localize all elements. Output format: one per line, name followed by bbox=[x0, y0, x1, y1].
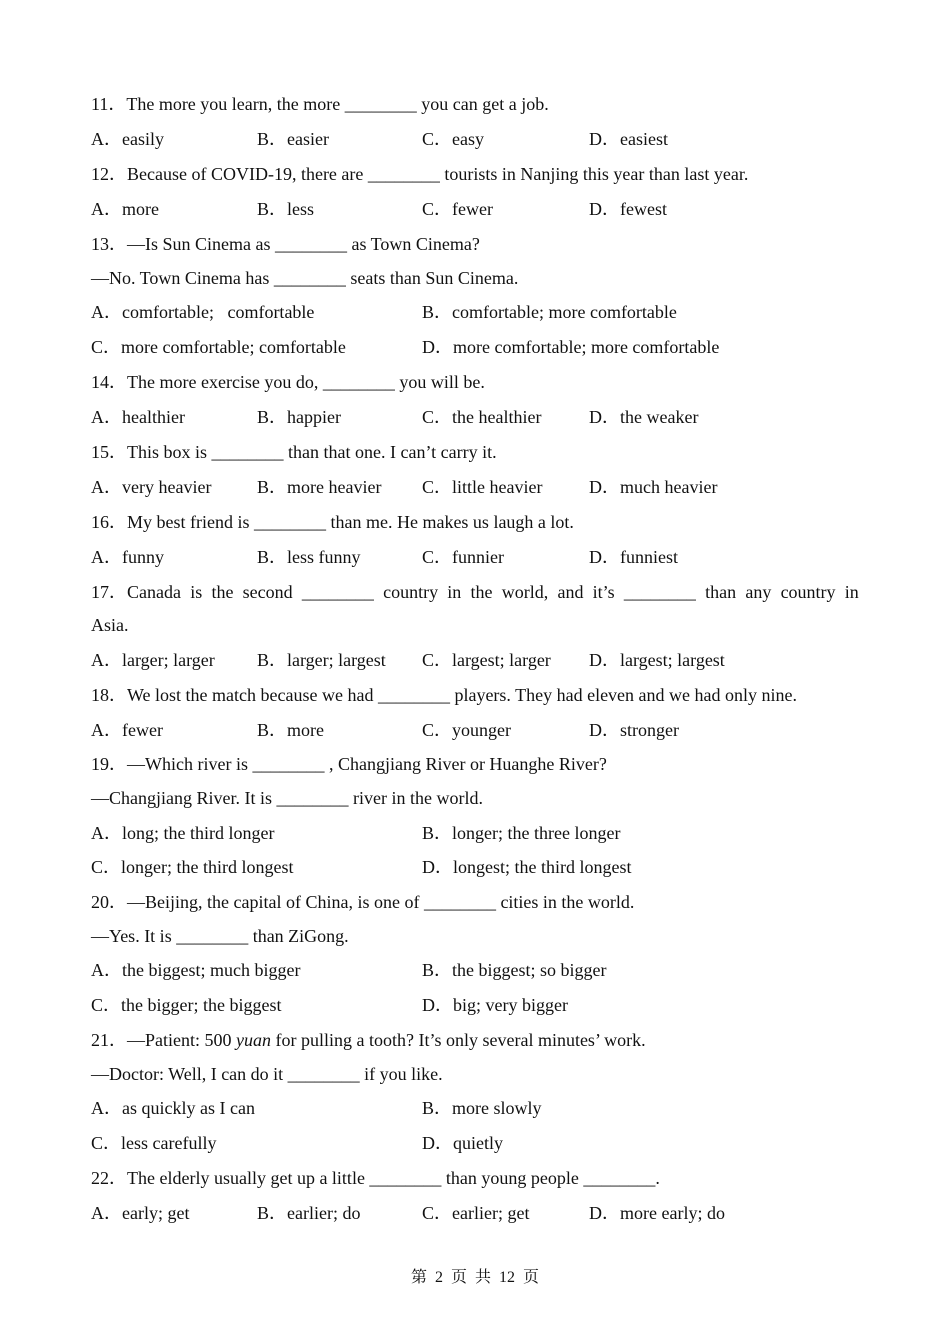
q15-option-b: B．more heavier bbox=[257, 477, 382, 497]
q17-word: country bbox=[383, 582, 439, 602]
q21-stem-pre: 21．—Patient: 500 bbox=[91, 1030, 236, 1050]
q17-option-b: B．larger; largest bbox=[257, 650, 386, 670]
q21-stem-italic: yuan bbox=[236, 1030, 271, 1050]
q19-option-b: B．longer; the three longer bbox=[422, 823, 621, 843]
question-13-stem: 13．—Is Sun Cinema as ________ as Town Cinema? bbox=[91, 234, 480, 254]
q17-blank: ________ bbox=[623, 582, 696, 602]
q19-option-d: D．longest; the third longest bbox=[422, 857, 632, 877]
question-16-stem: 16．My best friend is ________ than me. He makes us laugh a lot. bbox=[91, 512, 574, 532]
q12-option-b: B．less bbox=[257, 199, 315, 219]
q17-word: than bbox=[705, 582, 737, 602]
q14-option-a: A．healthier bbox=[91, 407, 185, 427]
q22-option-c: C．earlier; get bbox=[422, 1203, 530, 1223]
q18-option-d: D．stronger bbox=[589, 720, 679, 740]
q17-word: and bbox=[557, 582, 584, 602]
q17-word: in bbox=[447, 582, 462, 602]
q17-option-c: C．largest; larger bbox=[422, 650, 551, 670]
q20-option-a: A．the biggest; much bigger bbox=[91, 960, 301, 980]
q17-word: world, bbox=[501, 582, 549, 602]
q12-option-d: D．fewest bbox=[589, 199, 667, 219]
q13-option-c: C．more comfortable; comfortable bbox=[91, 337, 346, 357]
q17-word: it’s bbox=[592, 582, 615, 602]
question-15-stem: 15．This box is ________ than that one. I can’t carry it. bbox=[91, 442, 497, 462]
question-22-stem: 22．The elderly usually get up a little ________ than young people ________. bbox=[91, 1168, 660, 1188]
q17-word: 17．Canada bbox=[91, 582, 181, 602]
q13-option-a: A．comfortable; comfortable bbox=[91, 302, 315, 322]
q18-option-a: A．fewer bbox=[91, 720, 163, 740]
q19-option-c: C．longer; the third longest bbox=[91, 857, 294, 877]
q17-word: country bbox=[780, 582, 836, 602]
q18-option-c: C．younger bbox=[422, 720, 511, 740]
question-21-stem bbox=[91, 1029, 646, 1051]
footer-page-number: 2 bbox=[434, 1269, 443, 1286]
q22-option-d: D．more early; do bbox=[589, 1203, 725, 1223]
q21-option-d: D．quietly bbox=[422, 1133, 503, 1153]
footer-di: 第 bbox=[410, 1269, 427, 1286]
question-11-stem: 11．The more you learn, the more ________ you can get a job. bbox=[91, 94, 549, 114]
question-12-stem: 12．Because of COVID-19, there are ________ tourists in Nanjing this year than last year. bbox=[91, 164, 749, 184]
q17-word: in bbox=[844, 582, 859, 602]
q11-option-b: B．easier bbox=[257, 129, 329, 149]
q11-option-a: A．easily bbox=[91, 129, 164, 149]
q15-option-d: D．much heavier bbox=[589, 477, 718, 497]
q21-option-b: B．more slowly bbox=[422, 1098, 542, 1118]
q16-option-d: D．funniest bbox=[589, 547, 678, 567]
question-20-stem-reply: —Yes. It is ________ than ZiGong. bbox=[91, 926, 349, 946]
q14-option-c: C．the healthier bbox=[422, 407, 542, 427]
q20-option-b: B．the biggest; so bigger bbox=[422, 960, 607, 980]
q17-option-a: A．larger; larger bbox=[91, 650, 215, 670]
q12-option-c: C．fewer bbox=[422, 199, 493, 219]
question-14-stem: 14．The more exercise you do, ________ you will be. bbox=[91, 372, 485, 392]
q12-option-a: A．more bbox=[91, 199, 159, 219]
q13-option-d: D．more comfortable; more comfortable bbox=[422, 337, 720, 357]
question-13-stem-reply: —No. Town Cinema has ________ seats than Sun Cinema. bbox=[91, 268, 519, 288]
q21-option-c: C．less carefully bbox=[91, 1133, 217, 1153]
q11-option-c: C．easy bbox=[422, 129, 484, 149]
q17-word: is bbox=[190, 582, 203, 602]
q21-stem-post: for pulling a tooth? It’s only several minutes’ work. bbox=[271, 1030, 646, 1050]
q11-option-d: D．easiest bbox=[589, 129, 668, 149]
question-17-stem bbox=[91, 581, 859, 603]
question-19-stem: 19．—Which river is ________ , Changjiang River or Huanghe River? bbox=[91, 754, 607, 774]
question-21-stem-reply: —Doctor: Well, I can do it ________ if you like. bbox=[91, 1064, 443, 1084]
question-20-stem: 20．—Beijing, the capital of China, is one of ________ cities in the world. bbox=[91, 892, 635, 912]
q14-option-d: D．the weaker bbox=[589, 407, 699, 427]
q20-option-c: C．the bigger; the biggest bbox=[91, 995, 282, 1015]
q20-option-d: D．big; very bigger bbox=[422, 995, 568, 1015]
q17-option-d: D．largest; largest bbox=[589, 650, 725, 670]
q15-option-a: A．very heavier bbox=[91, 477, 212, 497]
q17-word: the bbox=[211, 582, 234, 602]
question-17-stem-continued: Asia. bbox=[91, 615, 129, 635]
q16-option-b: B．less funny bbox=[257, 547, 361, 567]
q15-option-c: C．little heavier bbox=[422, 477, 543, 497]
q14-option-b: B．happier bbox=[257, 407, 341, 427]
q13-option-b: B．comfortable; more comfortable bbox=[422, 302, 677, 322]
footer-ye: 页 bbox=[450, 1269, 467, 1286]
q16-option-c: C．funnier bbox=[422, 547, 504, 567]
q16-option-a: A．funny bbox=[91, 547, 164, 567]
q18-option-b: B．more bbox=[257, 720, 324, 740]
q22-option-a: A．early; get bbox=[91, 1203, 190, 1223]
q21-option-a: A．as quickly as I can bbox=[91, 1098, 255, 1118]
q17-blank: ________ bbox=[301, 582, 374, 602]
footer-ye2: 页 bbox=[523, 1269, 540, 1286]
q22-option-b: B．earlier; do bbox=[257, 1203, 361, 1223]
q17-word: the bbox=[470, 582, 493, 602]
question-19-stem-reply: —Changjiang River. It is ________ river in the world. bbox=[91, 788, 483, 808]
q17-word: any bbox=[745, 582, 772, 602]
footer-gong: 共 bbox=[475, 1269, 492, 1286]
question-18-stem: 18．We lost the match because we had ________ players. They had eleven and we had only nine. bbox=[91, 685, 798, 705]
q19-option-a: A．long; the third longer bbox=[91, 823, 275, 843]
q17-word: second bbox=[242, 582, 293, 602]
footer-total-pages: 12 bbox=[499, 1269, 516, 1286]
page-footer bbox=[0, 1268, 950, 1288]
